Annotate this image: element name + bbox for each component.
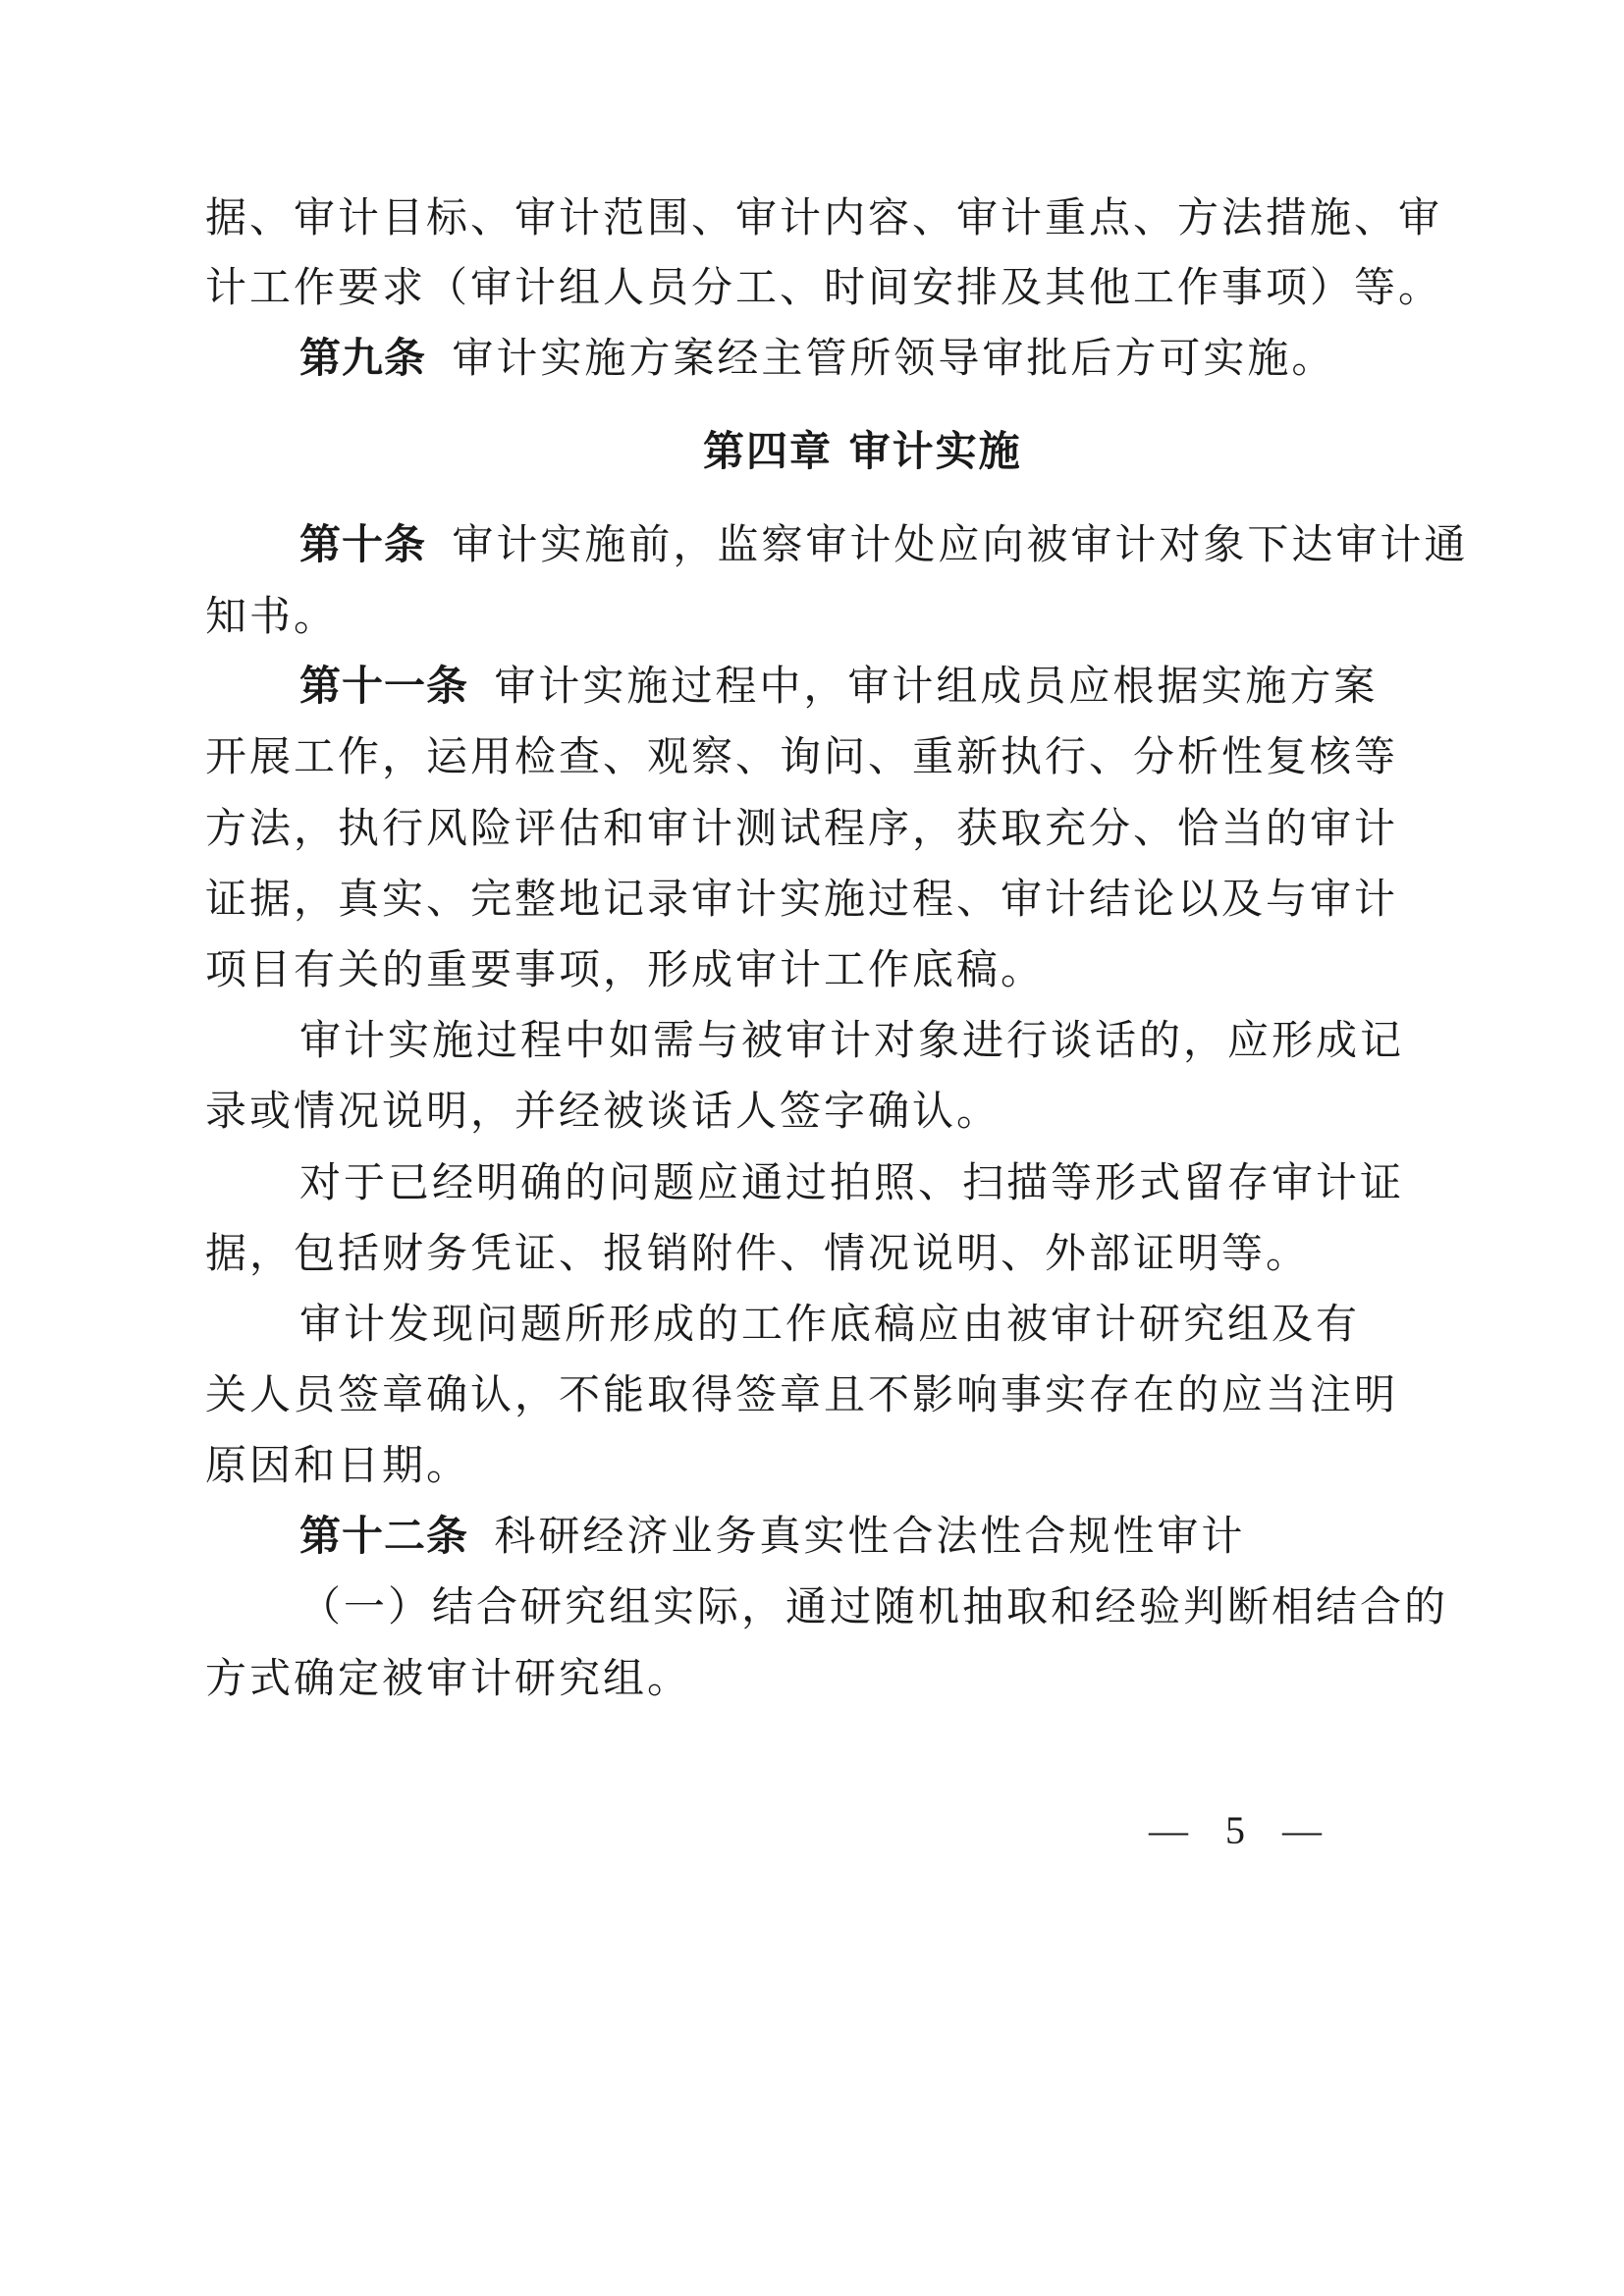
body-line: 项目有关的重要事项，形成审计工作底稿。 — [205, 945, 1046, 993]
body-line: 录或情况说明，并经被谈话人签字确认。 — [205, 1087, 1001, 1135]
article-10 — [299, 515, 1468, 574]
body-line: 对于已经明确的问题应通过拍照、扫描等形式留存审计证 — [299, 1158, 1405, 1206]
article-9-text: 审计实施方案经主管所领导审批后方可实施。 — [452, 334, 1336, 382]
body-line: 原因和日期。 — [205, 1441, 471, 1489]
chapter-4-heading: 第四章 审计实施 — [703, 427, 1022, 475]
article-12 — [299, 1507, 1245, 1566]
body-line: 据、审计目标、审计范围、审计内容、审计重点、方法措施、审 — [205, 193, 1443, 241]
article-9 — [299, 329, 1335, 388]
body-line: 审计发现问题所形成的工作底稿应由被审计研究组及有 — [299, 1300, 1361, 1348]
body-line: 计工作要求（审计组人员分工、时间安排及其他工作事项）等。 — [205, 263, 1443, 311]
body-line: 关人员签章确认，不能取得签章且不影响事实存在的应当注明 — [205, 1370, 1399, 1418]
article-11-text: 审计实施过程中，审计组成员应根据实施方案 — [494, 662, 1379, 710]
article-10-text: 审计实施前，监察审计处应向被审计对象下达审计通 — [452, 520, 1469, 568]
body-line: 据，包括财务凭证、报销附件、情况说明、外部证明等。 — [205, 1229, 1311, 1277]
article-12-text: 科研经济业务真实性合法性合规性审计 — [494, 1512, 1246, 1560]
body-line: 方式确定被审计研究组。 — [205, 1654, 692, 1702]
body-line: 开展工作，运用检查、观察、询问、重新执行、分析性复核等 — [205, 732, 1399, 780]
body-line: 知书。 — [205, 592, 339, 640]
body-line: 审计实施过程中如需与被审计对象进行谈话的，应形成记 — [299, 1016, 1405, 1064]
body-line: 证据，真实、完整地记录审计实施过程、审计结论以及与审计 — [205, 875, 1399, 923]
article-11 — [299, 657, 1378, 716]
article-10-title: 第十条 — [299, 520, 427, 568]
body-line: （一）结合研究组实际，通过随机抽取和经验判断相结合的 — [299, 1582, 1449, 1630]
article-12-title: 第十二条 — [299, 1512, 469, 1560]
article-9-title: 第九条 — [299, 334, 427, 382]
page-number: — 5 — — [1149, 1808, 1335, 1852]
article-11-title: 第十一条 — [299, 662, 469, 710]
body-line: 方法，执行风险评估和审计测试程序，获取充分、恰当的审计 — [205, 804, 1399, 852]
